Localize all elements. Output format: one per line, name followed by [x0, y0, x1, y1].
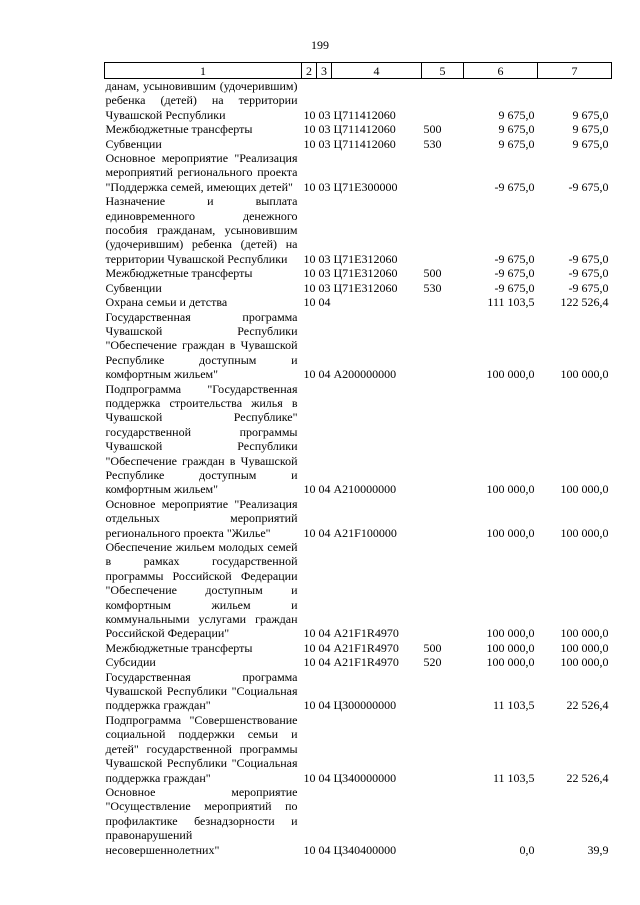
expense-type-cell: [422, 713, 464, 785]
column-header: 1: [105, 63, 302, 79]
row-name-cell: Субвенции: [105, 136, 162, 151]
section-code-cell: 10: [303, 842, 316, 857]
section-code-cell: 10: [303, 626, 316, 641]
table-row: [105, 281, 612, 295]
amount-year2-cell: 9 675,0: [572, 136, 609, 151]
section-code-cell: 10: [303, 179, 316, 194]
table-row: [105, 713, 612, 785]
amount-year1-cell: 0,0: [519, 842, 535, 857]
section-code-cell: 10: [303, 367, 316, 382]
column-header: 4: [332, 63, 422, 79]
amount-year1-cell: -9 675,0: [494, 251, 535, 266]
row-name-cell: Обеспечение жильем молодых семей в рамках государственной программы Российской Федерации "Обеспечение доступным и комфортным жильем и коммунальными услугами граждан Российской Федерации": [105, 540, 298, 641]
subsection-code-cell: 04: [318, 698, 331, 713]
amount-year2-cell: 9 675,0: [572, 107, 609, 122]
target-article-cell: Ц71Е300000: [333, 179, 398, 194]
expense-type-cell: 500: [423, 640, 442, 655]
target-article-cell: Ц340400000: [333, 842, 397, 857]
table-row: [105, 497, 612, 540]
section-code-cell: 10: [303, 251, 316, 266]
table-row: [105, 151, 612, 194]
column-header: 6: [464, 63, 538, 79]
expense-type-cell: [422, 785, 464, 857]
expense-type-cell: [422, 310, 464, 382]
section-code-cell: 10: [303, 266, 316, 281]
row-name-cell: Межбюджетные трансферты: [105, 266, 253, 281]
amount-year2-cell: 100 000,0: [560, 482, 609, 497]
amount-year1-cell: 9 675,0: [498, 122, 535, 137]
subsection-code-cell: 03: [318, 251, 331, 266]
table-row: [105, 79, 612, 123]
subsection-code-cell: 04: [318, 640, 331, 655]
section-code-cell: 10: [303, 525, 316, 540]
table-row: [105, 670, 612, 713]
expense-type-cell: 500: [423, 122, 442, 137]
subsection-code-cell: 03: [318, 122, 331, 137]
table-row: [105, 382, 612, 497]
amount-year1-cell: 100 000,0: [486, 367, 535, 382]
target-article-cell: А21F1R4970: [333, 640, 399, 655]
target-article-cell: А210000000: [333, 482, 397, 497]
expense-type-cell: [422, 670, 464, 713]
amount-year1-cell: 100 000,0: [486, 640, 535, 655]
table-row: [105, 785, 612, 857]
subsection-code-cell: 04: [318, 367, 331, 382]
table-row: [105, 266, 612, 280]
page-number: 199: [311, 38, 329, 52]
section-code-cell: 10: [303, 295, 316, 310]
table-row: [105, 194, 612, 266]
amount-year2-cell: -9 675,0: [568, 280, 609, 295]
row-name-cell: Основное мероприятие "Реализация мероприятий регионального проекта "Поддержка семей, имеющих детей": [105, 151, 298, 194]
amount-year2-cell: 22 526,4: [566, 770, 609, 785]
subsection-code-cell: 03: [318, 179, 331, 194]
row-name-cell: Основное мероприятие "Реализация отдельных мероприятий регионального проекта "Жилье": [105, 496, 298, 540]
amount-year2-cell: 9 675,0: [572, 122, 609, 137]
section-code-cell: 10: [303, 698, 316, 713]
amount-year1-cell: 11 103,5: [492, 698, 535, 713]
amount-year1-cell: -9 675,0: [494, 179, 535, 194]
amount-year2-cell: 100 000,0: [560, 640, 609, 655]
table-row: [105, 641, 612, 655]
target-article-cell: Ц71Е312060: [333, 251, 398, 266]
target-article-cell: Ц340000000: [333, 770, 397, 785]
expense-type-cell: [422, 295, 464, 309]
section-code-cell: 10: [303, 122, 316, 137]
target-article-cell: Ц300000000: [333, 698, 397, 713]
expense-type-cell: [422, 151, 464, 194]
amount-year1-cell: 9 675,0: [498, 107, 535, 122]
section-code-cell: 10: [303, 136, 316, 151]
table-row: [105, 540, 612, 641]
row-name-cell: Основное мероприятие "Осуществление мероприятий по профилактике безнадзорности и правонарушений несовершеннолетних": [105, 784, 298, 857]
target-article-cell: [332, 295, 422, 309]
table-row: [105, 295, 612, 309]
section-code-cell: 10: [303, 107, 316, 122]
header-row: [105, 63, 612, 79]
subsection-code-cell: 04: [318, 626, 331, 641]
amount-year1-cell: -9 675,0: [494, 280, 535, 295]
target-article-cell: А21F1R4970: [333, 626, 399, 641]
amount-year2-cell: 100 000,0: [560, 655, 609, 670]
section-code-cell: 10: [303, 655, 316, 670]
column-header: 7: [538, 63, 612, 79]
expense-type-cell: [422, 497, 464, 540]
subsection-code-cell: 03: [318, 107, 331, 122]
row-name-cell: Назначение и выплата единовременного денежного пособия гражданам, усыновившим (удочерившим) ребенка (детей) на территории Чувашской Республики: [105, 194, 298, 266]
subsection-code-cell: 04: [318, 842, 331, 857]
subsection-code-cell: 03: [318, 136, 331, 151]
section-code-cell: 10: [303, 482, 316, 497]
expense-type-cell: [422, 79, 464, 123]
row-name-cell: Государственная программа Чувашской Республики "Социальная поддержка граждан": [105, 669, 298, 713]
amount-year1-cell: 100 000,0: [486, 482, 535, 497]
column-header: 2: [302, 63, 317, 79]
table-row: [105, 137, 612, 151]
amount-year1-cell: 111 103,5: [487, 295, 535, 310]
amount-year1-cell: -9 675,0: [494, 266, 535, 281]
expense-type-cell: 520: [423, 655, 442, 670]
row-name-cell: Субвенции: [105, 280, 162, 295]
subsection-code-cell: 04: [318, 655, 331, 670]
target-article-cell: А21F1R4970: [333, 655, 399, 670]
expense-type-cell: [422, 382, 464, 497]
table-body: [105, 79, 612, 857]
row-name-cell: Субсидии: [105, 655, 156, 670]
target-article-cell: Ц711412060: [333, 107, 396, 122]
amount-year2-cell: 39,9: [587, 842, 609, 857]
expense-type-cell: 500: [423, 266, 442, 281]
subsection-code-cell: 03: [318, 280, 331, 295]
target-article-cell: Ц711412060: [333, 122, 396, 137]
column-header: 5: [422, 63, 464, 79]
amount-year1-cell: 9 675,0: [498, 136, 535, 151]
row-name-cell: Межбюджетные трансферты: [105, 122, 253, 137]
amount-year2-cell: 22 526,4: [566, 698, 609, 713]
expense-type-cell: [422, 194, 464, 266]
row-name-cell: данам, усыновившим (удочерившим) ребенка (детей) на территории Чувашской Республики: [105, 79, 298, 122]
amount-year1-cell: 100 000,0: [486, 525, 535, 540]
target-article-cell: Ц71Е312060: [333, 266, 398, 281]
subsection-code-cell: 03: [318, 266, 331, 281]
row-name-cell: Межбюджетные трансферты: [105, 640, 253, 655]
subsection-code-cell: 04: [318, 295, 331, 310]
target-article-cell: А21F100000: [333, 525, 397, 540]
row-name-cell: Государственная программа Чувашской Республики "Обеспечение граждан в Чувашской Республике доступным и комфортным жильем": [105, 309, 298, 382]
table-row: [105, 310, 612, 382]
amount-year2-cell: 100 000,0: [560, 626, 609, 641]
amount-year1-cell: 100 000,0: [486, 626, 535, 641]
amount-year1-cell: 100 000,0: [486, 655, 535, 670]
table-row: [105, 122, 612, 136]
target-article-cell: Ц711412060: [333, 136, 396, 151]
subsection-code-cell: 04: [318, 770, 331, 785]
amount-year2-cell: -9 675,0: [568, 251, 609, 266]
amount-year2-cell: 100 000,0: [560, 525, 609, 540]
row-name-cell: Охрана семьи и детства: [105, 295, 228, 310]
row-name-cell: Подпрограмма "Совершенствование социальной поддержки семьи и детей" государственной программы Чувашской Республики "Социальная поддержка граждан": [105, 712, 298, 785]
table-row: [105, 655, 612, 669]
row-name-cell: Подпрограмма "Государственная поддержка строительства жилья в Чувашской Республике" государственной программы Чувашской Республики "Обеспечение граждан в Чувашской Республике доступным и комфортным жильем": [105, 381, 298, 497]
amount-year2-cell: -9 675,0: [568, 179, 609, 194]
amount-year2-cell: -9 675,0: [568, 266, 609, 281]
amount-year2-cell: 100 000,0: [560, 367, 609, 382]
section-code-cell: 10: [303, 640, 316, 655]
expense-type-cell: [422, 540, 464, 641]
subsection-code-cell: 04: [318, 525, 331, 540]
amount-year1-cell: 11 103,5: [492, 770, 535, 785]
section-code-cell: 10: [303, 770, 316, 785]
budget-table: [104, 62, 612, 857]
section-code-cell: 10: [303, 280, 316, 295]
amount-year2-cell: 122 526,4: [560, 295, 609, 310]
expense-type-cell: 530: [423, 280, 442, 295]
expense-type-cell: 530: [423, 136, 442, 151]
column-header: 3: [317, 63, 332, 79]
target-article-cell: А200000000: [333, 367, 397, 382]
target-article-cell: Ц71Е312060: [333, 280, 398, 295]
subsection-code-cell: 04: [318, 482, 331, 497]
